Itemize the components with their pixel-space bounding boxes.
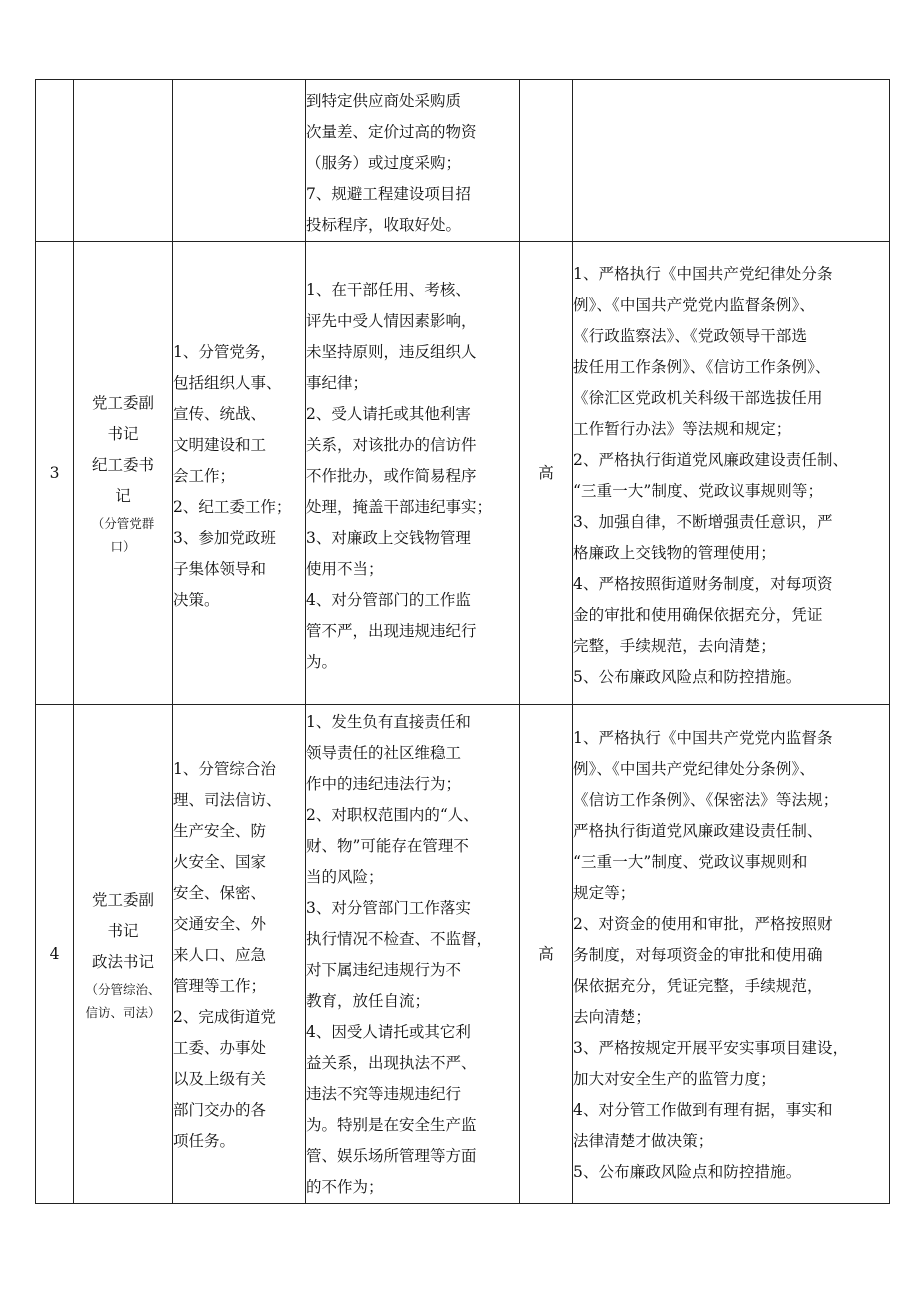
- duty-line: 会工作；: [173, 466, 236, 485]
- measure-line: 2、对资金的使用和审批，严格按照财: [573, 914, 833, 933]
- duty-line: 包括组织人事、: [173, 373, 282, 392]
- measure-line: 完整，手续规范，去向清楚；: [573, 637, 776, 655]
- risk-line: 不作批办，或作简易程序: [306, 466, 477, 485]
- risk-line: 4、因受人请托或其它利: [306, 1023, 471, 1041]
- risk-line: 未坚持原则，违反组织人: [306, 342, 477, 361]
- risk-line: 关系，对该批办的信访件: [306, 435, 477, 454]
- risk-line: 当的风险；: [306, 868, 384, 886]
- measure-line: 2、严格执行街道党风廉政建设责任制、: [573, 451, 849, 469]
- measure-line: 《信访工作条例》、《保密法》等法规；: [573, 790, 839, 809]
- measure-line: 例》、《中国共产党党内监督条例》、: [573, 296, 815, 314]
- risk-line: 使用不当；: [306, 559, 384, 578]
- duty-line: 决策。: [173, 590, 220, 609]
- risk-line: 为。特别是在安全生产监: [306, 1116, 477, 1134]
- row-number-cell: 3: [36, 242, 74, 705]
- risk-line: 益关系，出现执法不严、: [306, 1054, 477, 1072]
- position-line: 书记: [107, 425, 139, 443]
- control-measures-cell: [573, 80, 890, 242]
- risk-line: 管、娱乐场所管理等方面: [306, 1147, 477, 1165]
- measure-line: 5、公布廉政风险点和防控措施。: [573, 1162, 802, 1181]
- risk-line: 财、物”可能存在管理不: [306, 837, 469, 855]
- duty-line: 子集体领导和: [173, 559, 267, 578]
- control-measures-cell: [573, 705, 890, 1204]
- position-cell: [74, 705, 173, 1204]
- duty-line: 宣传、统战、: [173, 404, 267, 423]
- duty-line: 1、分管综合治: [173, 759, 276, 778]
- risk-line: 对下属违纪违规行为不: [306, 961, 462, 979]
- duty-line: 来人口、应急: [173, 945, 267, 964]
- measure-line: 3、加强自律，不断增强责任意识，严: [573, 513, 833, 531]
- position-line: 党工委副: [91, 394, 154, 412]
- duty-line: 项任务。: [173, 1131, 236, 1150]
- duty-line: 理、司法信访、: [173, 790, 282, 809]
- position-scope-line: 口）: [110, 539, 136, 554]
- duties-cell: [173, 242, 306, 705]
- duty-line: 管理等工作；: [173, 976, 267, 995]
- duty-line: 工委、办事处: [173, 1038, 267, 1057]
- measure-line: 格廉政上交钱物的管理使用；: [573, 544, 776, 562]
- measure-line: 4、对分管工作做到有理有据，事实和: [573, 1100, 833, 1119]
- measure-line: 保依据充分，凭证完整，手续规范，: [573, 976, 823, 995]
- table-row: [36, 705, 890, 1204]
- position-line: 纪工委书: [91, 456, 154, 474]
- duties-cell: [173, 80, 306, 242]
- risk-points-cell: [306, 705, 520, 1204]
- risk-line: 3、对廉政上交钱物管理: [306, 528, 471, 547]
- control-measures-cell: [573, 242, 890, 705]
- measure-line: 1、严格执行《中国共产党党内监督条: [573, 728, 833, 747]
- measure-line: 4、严格按照街道财务制度，对每项资: [573, 575, 833, 593]
- risk-line: 领导责任的社区维稳工: [306, 744, 462, 762]
- row-number-cell: [36, 80, 74, 242]
- position-line: 书记: [107, 921, 139, 940]
- risk-line: 事纪律；: [306, 373, 369, 392]
- duty-line: 安全、保密、: [173, 883, 267, 902]
- duty-line: 生产安全、防: [173, 821, 267, 840]
- duty-line: 火安全、国家: [173, 852, 267, 871]
- risk-line: （服务）或过度采购；: [306, 154, 462, 172]
- risk-line: 7、规避工程建设项目招: [306, 185, 471, 203]
- measure-line: 5、公布廉政风险点和防控措施。: [573, 668, 802, 686]
- duty-line: 1、分管党务，: [173, 342, 276, 361]
- risk-level-cell: [520, 80, 573, 242]
- risk-line: 评先中受人情因素影响，: [306, 311, 477, 330]
- risk-line: 作中的违纪违法行为；: [306, 775, 462, 793]
- risk-line: 4、对分管部门的工作监: [306, 590, 471, 609]
- duty-line: 以及上级有关: [173, 1069, 267, 1088]
- measure-line: 工作暂行办法》等法规和规定；: [573, 420, 792, 438]
- duty-line: 2、完成街道党: [173, 1007, 276, 1026]
- duty-line: 文明建设和工: [173, 435, 267, 454]
- measure-line: 务制度，对每项资金的审批和使用确: [573, 945, 823, 964]
- measure-line: 规定等；: [573, 883, 636, 902]
- duties-cell: [173, 705, 306, 1204]
- row-number-cell: 4: [36, 705, 74, 1204]
- measure-line: 去向清楚；: [573, 1007, 652, 1026]
- measure-line: 加大对安全生产的监管力度；: [573, 1069, 776, 1088]
- measure-line: 严格执行街道党风廉政建设责任制、: [573, 821, 823, 840]
- risk-line: 为。: [306, 652, 338, 671]
- risk-line: 的不作为；: [306, 1178, 384, 1196]
- position-line: 政法书记: [91, 952, 154, 971]
- measure-line: 法律清楚才做决策；: [573, 1131, 714, 1150]
- position-cell: [74, 242, 173, 705]
- risk-table: [35, 79, 890, 1204]
- measure-line: 《行政监察法》、《党政领导干部选: [573, 327, 808, 345]
- measure-line: 例》、《中国共产党纪律处分条例》、: [573, 759, 815, 778]
- risk-table-body: [36, 80, 890, 1204]
- risk-line: 教育，放任自流；: [306, 992, 431, 1010]
- position-line: 党工委副: [91, 890, 154, 909]
- risk-line: 2、对职权范围内的“人、: [306, 806, 479, 824]
- duty-line: 2、纪工委工作；: [173, 497, 292, 516]
- risk-level-cell: 高: [520, 705, 573, 1204]
- duty-line: 3、参加党政班: [173, 528, 276, 547]
- risk-line: 次量差、定价过高的物资: [306, 123, 477, 141]
- measure-line: 金的审批和使用确保依据充分，凭证: [573, 606, 823, 624]
- measure-line: 3、严格按规定开展平安实事项目建设，: [573, 1038, 849, 1057]
- risk-line: 2、受人请托或其他利害: [306, 404, 471, 423]
- risk-line: 违法不究等违规违纪行: [306, 1085, 462, 1103]
- duty-line: 交通安全、外: [173, 914, 267, 933]
- measure-line: “三重一大”制度、党政议事规则和: [573, 852, 808, 871]
- position-scope-line: （分管党群: [91, 516, 155, 531]
- table-row: [36, 80, 890, 242]
- position-scope-line: （分管综治、: [85, 981, 161, 997]
- position-line: 记: [115, 487, 131, 505]
- risk-line: 3、对分管部门工作落实: [306, 899, 471, 917]
- risk-line: 处理，掩盖干部违纪事实；: [306, 497, 493, 516]
- duty-line: 部门交办的各: [173, 1100, 267, 1119]
- risk-line: 管不严，出现违规违纪行: [306, 621, 477, 640]
- risk-line: 1、在干部任用、考核、: [306, 280, 471, 299]
- risk-line: 执行情况不检查、不监督，: [306, 930, 493, 948]
- table-row: [36, 242, 890, 705]
- position-scope-line: 信访、司法）: [85, 1004, 161, 1020]
- risk-line: 到特定供应商处采购质: [306, 92, 462, 110]
- risk-level-cell: 高: [520, 242, 573, 705]
- risk-points-cell: [306, 80, 520, 242]
- measure-line: 拔任用工作条例》、《信访工作条例》、: [573, 358, 831, 376]
- measure-line: 1、严格执行《中国共产党纪律处分条: [573, 265, 833, 283]
- position-cell: [74, 80, 173, 242]
- measure-line: 《徐汇区党政机关科级干部选拔任用: [573, 389, 823, 407]
- risk-points-cell: [306, 242, 520, 705]
- risk-line: 投标程序，收取好处。: [306, 216, 462, 234]
- risk-line: 1、发生负有直接责任和: [306, 713, 471, 731]
- measure-line: “三重一大”制度、党政议事规则等；: [573, 482, 824, 500]
